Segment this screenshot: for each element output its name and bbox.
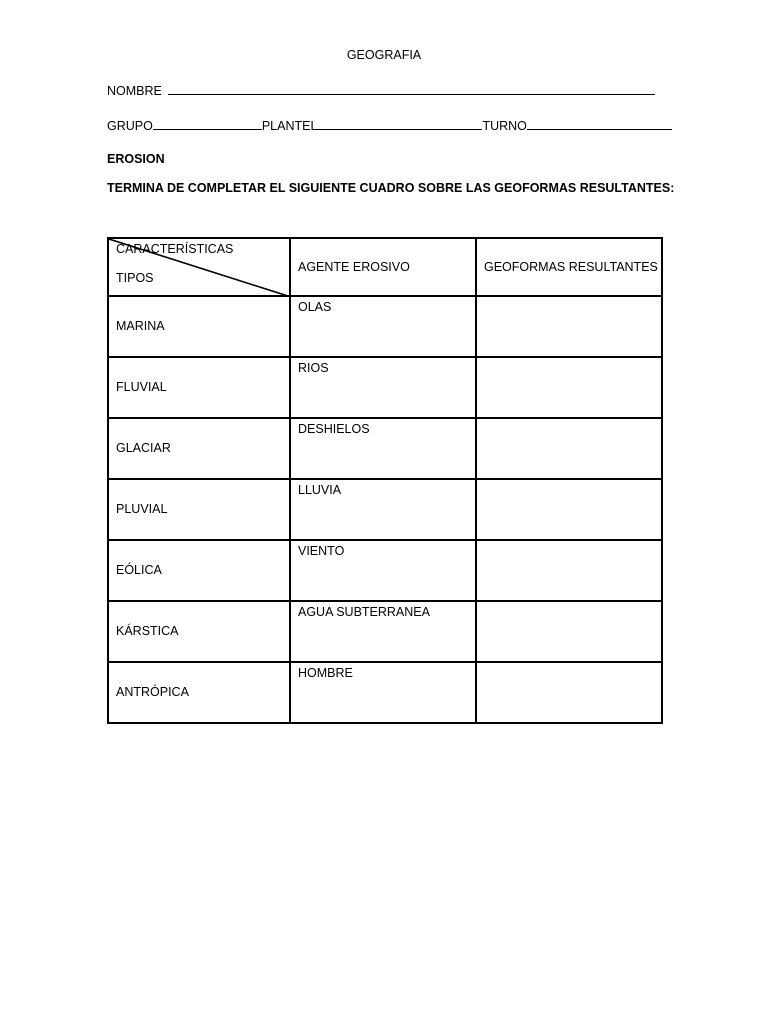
nombre-label: NOMBRE <box>107 84 162 98</box>
geoformas-cell[interactable] <box>476 418 662 479</box>
grupo-field[interactable] <box>153 116 262 130</box>
agente-cell: LLUVIA <box>290 479 476 540</box>
table-row <box>108 540 662 601</box>
agente-cell: DESHIELOS <box>290 418 476 479</box>
nombre-field[interactable] <box>168 81 655 95</box>
page-title: GEOGRAFIA <box>346 48 422 62</box>
plantel-field[interactable] <box>317 116 482 130</box>
table-row <box>108 296 662 357</box>
agente-cell: OLAS <box>290 296 476 357</box>
header-geoformas-resultantes: GEOFORMAS RESULTANTES <box>476 238 662 296</box>
tipo-cell: PLUVIAL <box>108 479 290 540</box>
geoformas-cell[interactable] <box>476 296 662 357</box>
table-header-row <box>108 238 662 296</box>
tipo-cell: ANTRÓPICA <box>108 662 290 723</box>
table-row <box>108 357 662 418</box>
grupo-plantel-turno-line <box>107 116 672 134</box>
table-row <box>108 479 662 540</box>
tipo-cell: MARINA <box>108 296 290 357</box>
nombre-line <box>107 81 655 99</box>
agente-cell: HOMBRE <box>290 662 476 723</box>
erosion-table <box>107 237 663 724</box>
table-row <box>108 418 662 479</box>
tipo-cell: KÁRSTICA <box>108 601 290 662</box>
table-row <box>108 601 662 662</box>
erosion-table-container <box>107 237 661 719</box>
turno-label: TURNO <box>482 119 527 133</box>
agente-cell: AGUA SUBTERRANEA <box>290 601 476 662</box>
corner-caracteristicas-label: CARACTERÍSTICAS <box>116 242 234 256</box>
agente-cell: VIENTO <box>290 540 476 601</box>
geoformas-cell[interactable] <box>476 479 662 540</box>
table-row <box>108 662 662 723</box>
tipo-cell: FLUVIAL <box>108 357 290 418</box>
geoformas-cell[interactable] <box>476 540 662 601</box>
plantel-label: PLANTEL <box>261 119 318 133</box>
section-heading: EROSION <box>107 152 165 166</box>
instruction-text: TERMINA DE COMPLETAR EL SIGUIENTE CUADRO SOBRE LAS GEOFORMAS RESULTANTES: <box>107 181 675 195</box>
header-agente-erosivo: AGENTE EROSIVO <box>290 238 476 296</box>
agente-cell: RIOS <box>290 357 476 418</box>
grupo-label: GRUPO <box>107 119 153 133</box>
geoformas-cell[interactable] <box>476 601 662 662</box>
corner-tipos-label: TIPOS <box>116 271 154 285</box>
geoformas-cell[interactable] <box>476 357 662 418</box>
tipo-cell: EÓLICA <box>108 540 290 601</box>
tipo-cell: GLACIAR <box>108 418 290 479</box>
turno-field[interactable] <box>527 116 672 130</box>
corner-header-cell <box>108 238 290 296</box>
geoformas-cell[interactable] <box>476 662 662 723</box>
